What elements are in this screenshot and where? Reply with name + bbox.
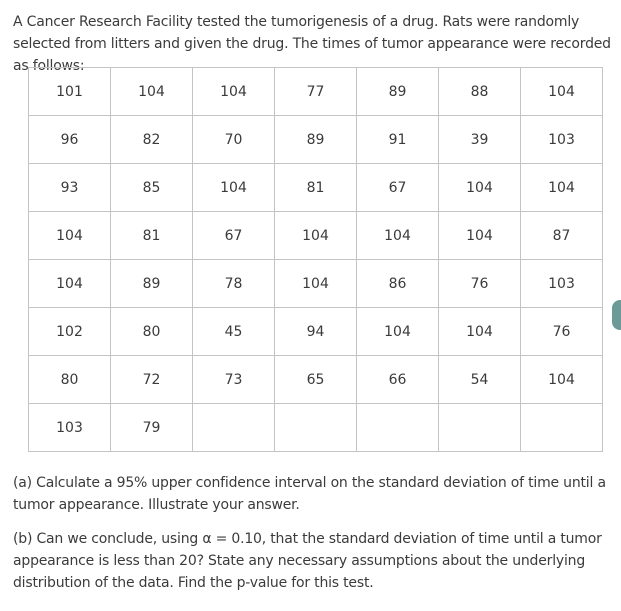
table-cell: 104 [111, 68, 193, 116]
table-cell: 81 [111, 212, 193, 260]
question-a: (a) Calculate a 95% upper confidence interval on the standard deviation of time until a tumor appearance. Illustrate your answer. [13, 475, 606, 513]
table-cell: 76 [521, 308, 603, 356]
table-cell: 104 [439, 308, 521, 356]
table-body [29, 68, 603, 452]
table-cell: 65 [275, 356, 357, 404]
table-cell: 73 [193, 356, 275, 404]
table-cell: 39 [439, 116, 521, 164]
table-cell: 54 [439, 356, 521, 404]
table-row [29, 260, 603, 308]
table-cell [357, 404, 439, 452]
table-cell: 70 [193, 116, 275, 164]
table-cell: 102 [29, 308, 111, 356]
table-cell: 89 [111, 260, 193, 308]
table-cell: 45 [193, 308, 275, 356]
table-cell: 80 [111, 308, 193, 356]
table-cell: 72 [111, 356, 193, 404]
table-cell: 77 [275, 68, 357, 116]
side-scroll-tab[interactable] [612, 300, 621, 330]
table-cell: 104 [439, 164, 521, 212]
table-row [29, 116, 603, 164]
table-row [29, 308, 603, 356]
table-cell: 104 [29, 212, 111, 260]
problem-intro: A Cancer Research Facility tested the tumorigenesis of a drug. Rats were randomly selected from litters and given the drug. The times of tumor appearance were recorded as follows: [13, 14, 611, 74]
table-cell: 91 [357, 116, 439, 164]
table-row [29, 212, 603, 260]
table-cell [193, 404, 275, 452]
table-row [29, 356, 603, 404]
table-row [29, 164, 603, 212]
table-cell: 66 [357, 356, 439, 404]
table-cell: 87 [521, 212, 603, 260]
table-cell [521, 404, 603, 452]
table-cell: 103 [521, 260, 603, 308]
table-cell: 101 [29, 68, 111, 116]
question-b: (b) Can we conclude, using α = 0.10, that the standard deviation of time until a tumor appearance is less than 20? State any necessary assumptions about the underlying distribution of the data. Find the p-value for this test. [13, 531, 602, 591]
table-cell: 79 [111, 404, 193, 452]
table-cell: 104 [29, 260, 111, 308]
table-cell: 67 [357, 164, 439, 212]
table-cell: 96 [29, 116, 111, 164]
table-cell: 76 [439, 260, 521, 308]
table-cell: 104 [357, 212, 439, 260]
table-cell: 85 [111, 164, 193, 212]
table-cell [439, 404, 521, 452]
table-cell: 104 [275, 212, 357, 260]
table-cell: 104 [521, 356, 603, 404]
table-cell: 104 [521, 68, 603, 116]
table-cell: 104 [193, 164, 275, 212]
table-row [29, 68, 603, 116]
table-cell: 103 [521, 116, 603, 164]
table-cell [275, 404, 357, 452]
table-cell: 80 [29, 356, 111, 404]
table-cell: 93 [29, 164, 111, 212]
table-row [29, 404, 603, 452]
table-cell: 104 [275, 260, 357, 308]
table-cell: 78 [193, 260, 275, 308]
table-cell: 103 [29, 404, 111, 452]
table-cell: 104 [521, 164, 603, 212]
table-cell: 67 [193, 212, 275, 260]
table-cell: 81 [275, 164, 357, 212]
table-cell: 86 [357, 260, 439, 308]
table-cell: 89 [357, 68, 439, 116]
tumor-times-table [28, 67, 603, 452]
table-cell: 104 [439, 212, 521, 260]
table-cell: 104 [193, 68, 275, 116]
table-cell: 89 [275, 116, 357, 164]
table-cell: 104 [357, 308, 439, 356]
table-cell: 94 [275, 308, 357, 356]
table-cell: 82 [111, 116, 193, 164]
table-cell: 88 [439, 68, 521, 116]
